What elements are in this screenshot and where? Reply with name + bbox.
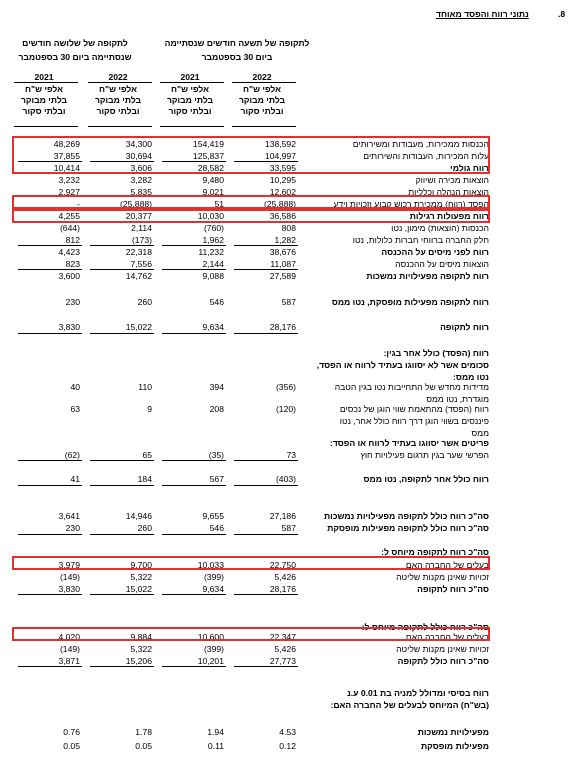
cell-value: 587 — [281, 297, 296, 307]
row-label: סה"כ רווח לתקופה מיוחס ל: — [381, 547, 489, 557]
header-rule — [14, 82, 78, 83]
total-rule — [162, 485, 226, 486]
row-label: רווח לתקופה מפעילויות נמשכות — [366, 271, 489, 281]
row-label: בעלים של החברה האם — [405, 560, 489, 570]
cell-value: 567 — [209, 474, 224, 484]
row-label: נטו ממס: — [453, 372, 489, 382]
row-label: סכומים אשר לא יסווגו בעתיד לרווח או הפסד, — [316, 360, 489, 370]
header-rule — [88, 82, 152, 83]
total-rule — [90, 485, 154, 486]
row-label: זכויות שאינן מקנות שליטה — [396, 644, 489, 654]
total-rule — [162, 460, 226, 461]
header-rule — [160, 82, 224, 83]
cell-value: 28,176 — [269, 584, 296, 594]
row-label: ממס — [471, 428, 489, 438]
cell-value: 9,655 — [202, 511, 224, 521]
year-header: 2021 — [34, 72, 54, 82]
cell-value: 41 — [70, 474, 80, 484]
cell-value: 33,595 — [269, 163, 296, 173]
cell-value: 3,606 — [130, 163, 152, 173]
total-rule — [90, 534, 154, 535]
cell-value: 5,322 — [130, 644, 152, 654]
unit-header: אלפי ש"ח בלתי מבוקר ובלתי סקור — [94, 84, 142, 116]
cell-value: 34,300 — [125, 139, 152, 149]
cell-value: 0.11 — [207, 741, 224, 751]
cell-value: 184 — [137, 474, 152, 484]
cell-value: (149) — [59, 644, 80, 654]
cell-value: 5,426 — [274, 644, 296, 654]
total-rule — [90, 594, 154, 595]
cell-value: (356) — [275, 382, 296, 392]
cell-value: 812 — [65, 235, 80, 245]
cell-value: 104,997 — [264, 151, 296, 161]
cell-value: 9 — [147, 404, 152, 414]
row-label: רווח בסיסי ומדולל למניה בת 0.01 ע.נ — [347, 688, 489, 698]
cell-value: 1.78 — [135, 727, 152, 737]
header-three-months: לתקופה של שלושה חודשים שנסתיימה ביום 30 בספטמבר — [18, 38, 132, 62]
cell-value: 15,022 — [125, 584, 152, 594]
cell-value: 9,088 — [202, 271, 224, 281]
cell-value: 10,295 — [269, 175, 296, 185]
total-rule — [90, 245, 154, 246]
cell-value: (644) — [59, 223, 80, 233]
cell-value: 3,830 — [58, 584, 80, 594]
row-label: סה"כ רווח כולל לתקופה מפעילות מופסקת — [327, 523, 489, 533]
highlight-box — [12, 556, 490, 570]
section-number: .8 — [558, 9, 566, 19]
cell-value: 7,556 — [130, 259, 152, 269]
cell-value: 9,700 — [130, 560, 152, 570]
cell-value: 15,022 — [125, 322, 152, 332]
cell-value: 40 — [70, 382, 80, 392]
cell-value: 36,586 — [269, 211, 296, 221]
cell-value: (173) — [131, 235, 152, 245]
cell-value: 230 — [65, 297, 80, 307]
row-label: מוגדרת, נטו ממס — [426, 394, 489, 404]
total-rule — [90, 269, 154, 270]
total-rule — [162, 666, 226, 667]
cell-value: 208 — [209, 404, 224, 414]
highlight-box — [12, 136, 490, 174]
cell-value: 0.12 — [279, 741, 296, 751]
cell-value: 14,762 — [125, 271, 152, 281]
row-label: הפסד (רווח) ממכירת רכוש קבוע וזכויות וידע — [333, 199, 489, 209]
header-rule — [232, 126, 296, 127]
cell-value: 4,423 — [58, 247, 80, 257]
row-label: פריטים אשר יסווגו בעתיד לרווח או הפסד: — [329, 438, 489, 448]
cell-value: 4,255 — [58, 211, 80, 221]
total-rule — [234, 245, 298, 246]
row-label: רווח כולל אחר לתקופה, נטו ממס — [363, 474, 489, 484]
cell-value: (25,888) — [119, 199, 152, 209]
cell-value: 28,582 — [197, 163, 224, 173]
total-rule — [18, 460, 82, 461]
cell-value: (149) — [59, 572, 80, 582]
cell-value: 9,021 — [202, 187, 224, 197]
row-label: רווח מפעולות רגילות — [409, 211, 489, 221]
row-label: בעלים של החברה האם — [405, 632, 489, 642]
cell-value: 9,480 — [202, 175, 224, 185]
highlight-box — [12, 627, 490, 641]
total-rule — [234, 534, 298, 535]
cell-value: 110 — [138, 382, 152, 392]
cell-value: 5,835 — [130, 187, 152, 197]
cell-value: 1,282 — [274, 235, 296, 245]
cell-value: 2,144 — [202, 259, 224, 269]
row-label: זכויות שאינן מקנות שליטה — [396, 572, 489, 582]
cell-value: 11,232 — [198, 247, 224, 257]
cell-value: 260 — [137, 523, 152, 533]
row-label: מפעילות מופסקת — [420, 741, 489, 751]
total-rule — [234, 333, 298, 334]
cell-value: 37,855 — [53, 151, 80, 161]
cell-value: 138,592 — [264, 139, 296, 149]
cell-value: 38,676 — [269, 247, 296, 257]
cell-value: 14,946 — [125, 511, 152, 521]
unit-header: אלפי ש"ח בלתי מבוקר ובלתי סקור — [166, 84, 214, 116]
cell-value: 22,318 — [125, 247, 152, 257]
row-label: סה"כ רווח כולל לתקופה מפעילויות נמשכות — [323, 511, 489, 521]
total-rule — [162, 269, 226, 270]
total-rule — [234, 485, 298, 486]
cell-value: 22,750 — [269, 560, 296, 570]
cell-value: 5,426 — [274, 572, 296, 582]
cell-value: 2,927 — [58, 187, 80, 197]
cell-value: (62) — [64, 450, 80, 460]
cell-value: 3,830 — [58, 322, 80, 332]
cell-value: 3,871 — [58, 656, 80, 666]
total-rule — [18, 485, 82, 486]
row-label: רווח לתקופה מפעילות מופסקת, נטו ממס — [331, 297, 489, 307]
total-rule — [234, 460, 298, 461]
cell-value: 230 — [65, 523, 80, 533]
year-header: 2021 — [180, 72, 200, 82]
row-label: הפרשי שער בגין תרגום פעילויות חוץ — [360, 450, 489, 460]
cell-value: 27,186 — [269, 511, 296, 521]
row-label: סה"כ רווח כולל לתקופה מיוחס ל: — [361, 622, 489, 632]
unit-header: אלפי ש"ח בלתי מבוקר ובלתי סקור — [20, 84, 68, 116]
row-label: הוצאות מיסים על ההכנסה — [395, 259, 489, 269]
header-rule — [88, 126, 152, 127]
row-label: רווח (הפסד) מהתאמת שווי הוגן של נכסים — [339, 404, 489, 414]
cell-value: 10,030 — [197, 211, 224, 221]
cell-value: (403) — [275, 474, 296, 484]
cell-value: 20,377 — [125, 211, 152, 221]
row-label: רווח לפני מיסים על ההכנסה — [381, 247, 489, 257]
cell-value: (25,888) — [263, 199, 296, 209]
total-rule — [18, 245, 82, 246]
total-rule — [18, 594, 82, 595]
cell-value: 3,600 — [58, 271, 80, 281]
cell-value: 10,414 — [53, 163, 80, 173]
cell-value: 2,114 — [131, 223, 152, 233]
row-label: רווח לתקופה — [440, 322, 489, 332]
cell-value: 546 — [209, 297, 224, 307]
cell-value: 65 — [142, 450, 152, 460]
total-rule — [234, 269, 298, 270]
row-label: הוצאות הנהלה וכלליות — [408, 187, 489, 197]
total-rule — [162, 534, 226, 535]
unit-header: אלפי ש"ח בלתי מבוקר ובלתי סקור — [238, 84, 286, 116]
total-rule — [18, 666, 82, 667]
cell-value: (35) — [208, 450, 224, 460]
cell-value: 260 — [137, 297, 152, 307]
cell-value: 9,634 — [202, 322, 224, 332]
total-rule — [90, 333, 154, 334]
cell-value: 3,232 — [58, 175, 80, 185]
cell-value: 15,206 — [125, 656, 152, 666]
row-label: חלק החברה ברווחי חברות כלולות, נטו — [352, 235, 489, 245]
cell-value: 27,773 — [269, 656, 296, 666]
cell-value: 0.05 — [135, 741, 152, 751]
cell-value: 73 — [286, 450, 296, 460]
cell-value: 48,269 — [53, 139, 80, 149]
cell-value: 10,201 — [197, 656, 224, 666]
cell-value: 154,419 — [192, 139, 224, 149]
cell-value: (120) — [275, 404, 296, 414]
cell-value: 0.76 — [63, 727, 80, 737]
cell-value: 11,087 — [270, 259, 296, 269]
total-rule — [90, 666, 154, 667]
highlight-box — [12, 195, 490, 209]
header-rule — [160, 126, 224, 127]
total-rule — [162, 245, 226, 246]
total-rule — [234, 594, 298, 595]
cell-value: - — [77, 199, 80, 209]
cell-value: 10,600 — [197, 632, 224, 642]
row-label: עלות המכירות, העבודות והשירותים — [363, 151, 489, 161]
cell-value: 4,020 — [58, 632, 80, 642]
cell-value: 3,641 — [58, 511, 80, 521]
cell-value: 546 — [209, 523, 224, 533]
row-label: סה"כ רווח לתקופה — [417, 584, 489, 594]
total-rule — [90, 460, 154, 461]
cell-value: 30,694 — [125, 151, 152, 161]
year-header: 2022 — [108, 72, 128, 82]
cell-value: 28,176 — [269, 322, 296, 332]
cell-value: 587 — [281, 523, 296, 533]
cell-value: 51 — [214, 199, 224, 209]
section-title: נתוני רווח והפסד מאוחד — [436, 9, 529, 19]
cell-value: 1,962 — [202, 235, 224, 245]
row-label: רווח גולמי — [450, 163, 489, 173]
cell-value: (760) — [203, 223, 224, 233]
cell-value: 9,884 — [130, 632, 152, 642]
cell-value: 0.05 — [63, 741, 80, 751]
cell-value: 12,602 — [269, 187, 296, 197]
row-label: סה"כ רווח כולל לתקופה — [397, 656, 489, 666]
cell-value: 63 — [70, 404, 80, 414]
row-label: הכנסות ממכירות, מעבודות ומשירותים — [352, 139, 489, 149]
cell-value: (399) — [203, 572, 224, 582]
row-label: הוצאות מכירה ושיווק — [415, 175, 489, 185]
cell-value: 808 — [281, 223, 296, 233]
cell-value: 3,282 — [130, 175, 152, 185]
total-rule — [18, 333, 82, 334]
cell-value: 9,634 — [202, 584, 224, 594]
row-label: הכנסות (הוצאות) מימון, נטו — [391, 223, 489, 233]
cell-value: 22,347 — [269, 632, 296, 642]
row-label: פיננסים בשווי הוגן דרך רווח כולל אחר, נטו — [339, 416, 489, 426]
cell-value: 5,322 — [130, 572, 152, 582]
cell-value: (399) — [203, 644, 224, 654]
total-rule — [18, 269, 82, 270]
total-rule — [234, 666, 298, 667]
header-nine-months: לתקופה של תשעה חודשים שנסתיימה ביום 30 בספטמבר — [164, 38, 310, 62]
row-label: מפעילויות נמשכות — [417, 727, 489, 737]
header-rule — [14, 126, 78, 127]
cell-value: 125,837 — [192, 151, 224, 161]
cell-value: 10,033 — [197, 560, 224, 570]
cell-value: 3,979 — [58, 560, 80, 570]
cell-value: 4.53 — [279, 727, 296, 737]
cell-value: 27,589 — [269, 271, 296, 281]
cell-value: 394 — [209, 382, 224, 392]
cell-value: 823 — [65, 259, 80, 269]
total-rule — [162, 594, 226, 595]
year-header: 2022 — [252, 72, 272, 82]
row-label: מדידות מחדש של התחייבות נטו בגין הטבה — [334, 382, 489, 392]
header-rule — [232, 82, 296, 83]
row-label: רווח (הפסד) כולל אחר בגין: — [383, 348, 489, 358]
total-rule — [162, 333, 226, 334]
highlight-box — [12, 209, 490, 223]
row-label: (בש"ח) המיוחס לבעלים של החברה האם: — [330, 700, 489, 710]
cell-value: 1.94 — [207, 727, 224, 737]
total-rule — [18, 534, 82, 535]
